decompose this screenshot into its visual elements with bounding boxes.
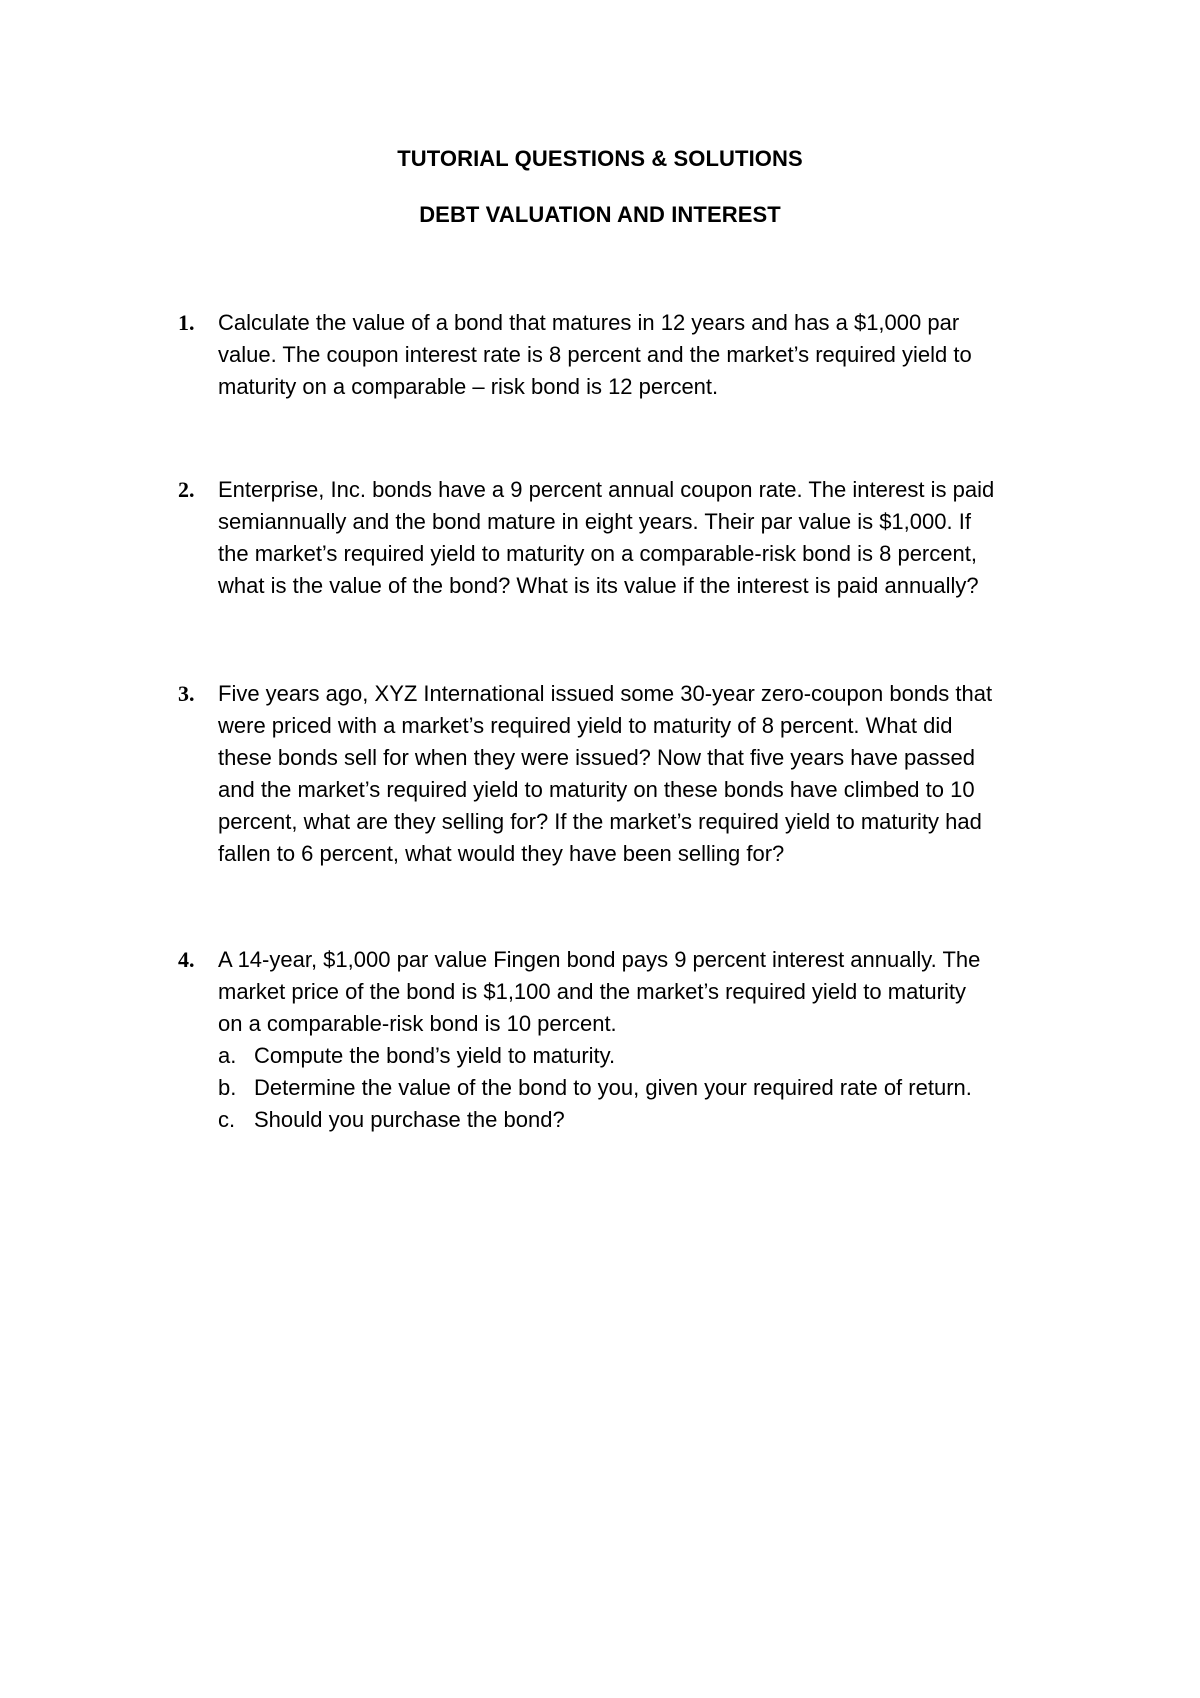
page-subtitle: DEBT VALUATION AND INTEREST [419,202,781,227]
question-line: were priced with a market’s required yield to maturity of 8 percent. What did [218,713,953,738]
page-title: TUTORIAL QUESTIONS & SOLUTIONS [397,146,803,171]
sub-question-text: Determine the value of the bond to you, given your required rate of return. [254,1075,972,1100]
question-line: Five years ago, XYZ International issued some 30-year zero-coupon bonds that [218,681,993,706]
question-line: percent, what are they selling for? If the market’s required yield to maturity had [218,809,982,834]
question-line: value. The coupon interest rate is 8 percent and the market’s required yield to [218,342,972,367]
sub-question-letter: b. [218,1075,237,1100]
sub-question-letter: a. [218,1043,237,1068]
question-text [218,944,1068,1040]
question-line: market price of the bond is $1,100 and the market’s required yield to maturity [218,979,966,1004]
question-number: 3. [178,681,195,706]
question-line: Enterprise, Inc. bonds have a 9 percent annual coupon rate. The interest is paid [218,477,995,502]
sub-question-text: Should you purchase the bond? [254,1107,565,1132]
question-text [218,474,1068,602]
question-line: on a comparable-risk bond is 10 percent. [218,1011,617,1036]
sub-question-text: Compute the bond’s yield to maturity. [254,1043,616,1068]
question-line: maturity on a comparable – risk bond is 12 percent. [218,374,719,399]
question-line: A 14-year, $1,000 par value Fingen bond pays 9 percent interest annually. The [218,947,981,972]
sub-question-b [218,1072,1068,1104]
question-line: Calculate the value of a bond that matures in 12 years and has a $1,000 par [218,310,960,335]
sub-question-c [218,1104,1068,1136]
question-line: semiannually and the bond mature in eight years. Their par value is $1,000. If [218,509,971,534]
question-number: 1. [178,310,195,335]
question-line: and the market’s required yield to maturity on these bonds have climbed to 10 [218,777,975,802]
question-number: 4. [178,947,195,972]
question-number: 2. [178,477,195,502]
sub-question-letter: c. [218,1107,236,1132]
question-text [218,307,1068,403]
question-line: these bonds sell for when they were issued? Now that five years have passed [218,745,975,770]
sub-question-list [218,1040,1068,1136]
question-line: the market’s required yield to maturity on a comparable-risk bond is 8 percent, [218,541,977,566]
question-line: fallen to 6 percent, what would they have been selling for? [218,841,785,866]
sub-question-a [218,1040,1068,1072]
question-line: what is the value of the bond? What is its value if the interest is paid annually? [218,573,979,598]
question-text [218,678,1068,870]
